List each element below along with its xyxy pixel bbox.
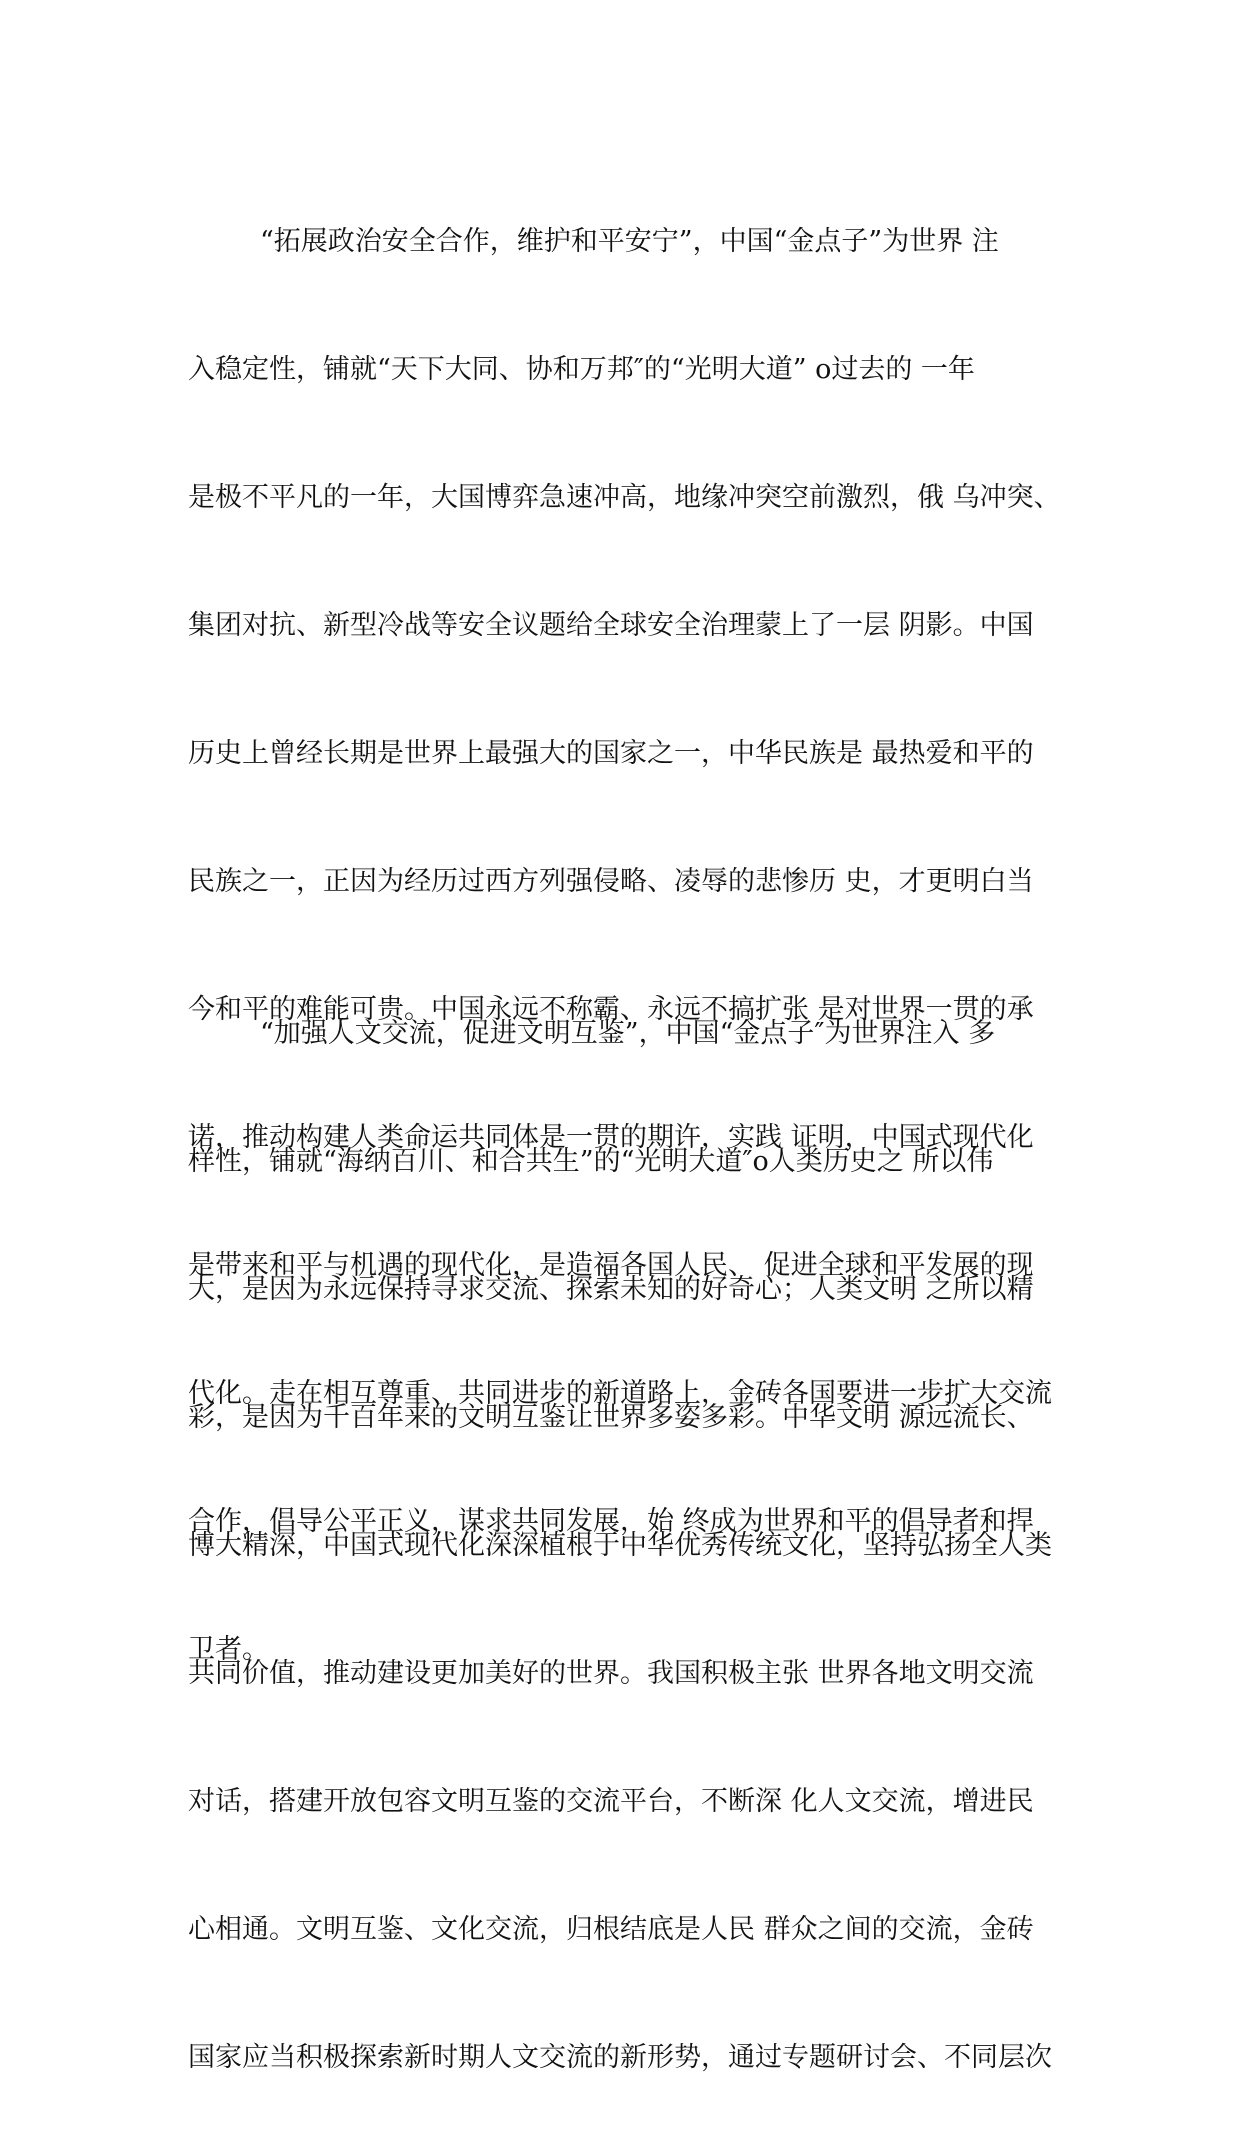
paragraph-line: 民族之一，正因为经历过西方列强侵略、凌辱的悲惨历 史，才更明白当 bbox=[188, 866, 1034, 897]
paragraph-line: “拓展政治安全合作，维护和平安宁”，中国“金点子”为世界 注 bbox=[260, 226, 999, 257]
paragraph-line: 大，是因为永远保持寻求交流、探索未知的好奇心；人类文明 之所以精 bbox=[188, 1274, 1034, 1305]
paragraph-line: 今和平的难能可贵。中国永远不称霸、永远不搞扩张 是对世界一贯的承 bbox=[188, 994, 1034, 1025]
paragraph-line: 入稳定性，铺就“天下大同、协和万邦″的“光明大道” o过去的 一年 bbox=[188, 354, 975, 385]
paragraph-line: 是带来和平与机遇的现代化，是造福各国人民、 促进全球和平发展的现 bbox=[188, 1250, 1034, 1281]
paragraph-line: 国家应当积极探索新时期人文交流的新形势，通过专题研讨会、不同层次 bbox=[188, 2042, 1052, 2073]
paragraph-line: 是极不平凡的一年，大国博弈急速冲高，地缘冲突空前激烈，俄 乌冲突、 bbox=[188, 482, 1061, 513]
paragraph-line: 对话，搭建开放包容文明互鉴的交流平台，不断深 化人文交流，增进民 bbox=[188, 1786, 1034, 1817]
paragraph-line: 合作，倡导公平正义，谋求共同发展，始 终成为世界和平的倡导者和捍 bbox=[188, 1506, 1034, 1537]
paragraph-line: 彩，是因为千百年来的文明互鉴让世界多姿多彩。中华文明 源远流长、 bbox=[188, 1402, 1034, 1433]
paragraph-line: 卫者。 bbox=[188, 1634, 269, 1665]
paragraph-line: 博大精深，中国式现代化深深植根于中华优秀传统文化，坚持弘扬全人类 bbox=[188, 1530, 1052, 1561]
paragraph-line: 样性，铺就“海纳百川、和合共生”的“光明大道″o人类历史之 所以伟 bbox=[188, 1146, 994, 1177]
paragraph-line: 历史上曾经长期是世界上最强大的国家之一，中华民族是 最热爱和平的 bbox=[188, 738, 1034, 769]
paragraph-line: 心相通。文明互鉴、文化交流，归根结底是人民 群众之间的交流，金砖 bbox=[188, 1914, 1034, 1945]
paragraph-cultural-exchange bbox=[188, 939, 1068, 2153]
paragraph-line: 共同价值，推动建设更加美好的世界。我国积极主张 世界各地文明交流 bbox=[188, 1658, 1034, 1689]
paragraph-line: “加强人文交流，促进文明互鉴”，中国“金点子″为世界注入 多 bbox=[260, 1018, 996, 1049]
paragraph-line: 集团对抗、新型冷战等安全议题给全球安全治理蒙上了一层 阴影。中国 bbox=[188, 610, 1034, 641]
paragraph-line: 代化。走在相互尊重、共同进步的新道路上，金砖各国要进一步扩大交流 bbox=[188, 1378, 1052, 1409]
paragraph-line: 诺，推动构建人类命运共同体是一贯的期许，实践 证明，中国式现代化 bbox=[188, 1122, 1034, 1153]
